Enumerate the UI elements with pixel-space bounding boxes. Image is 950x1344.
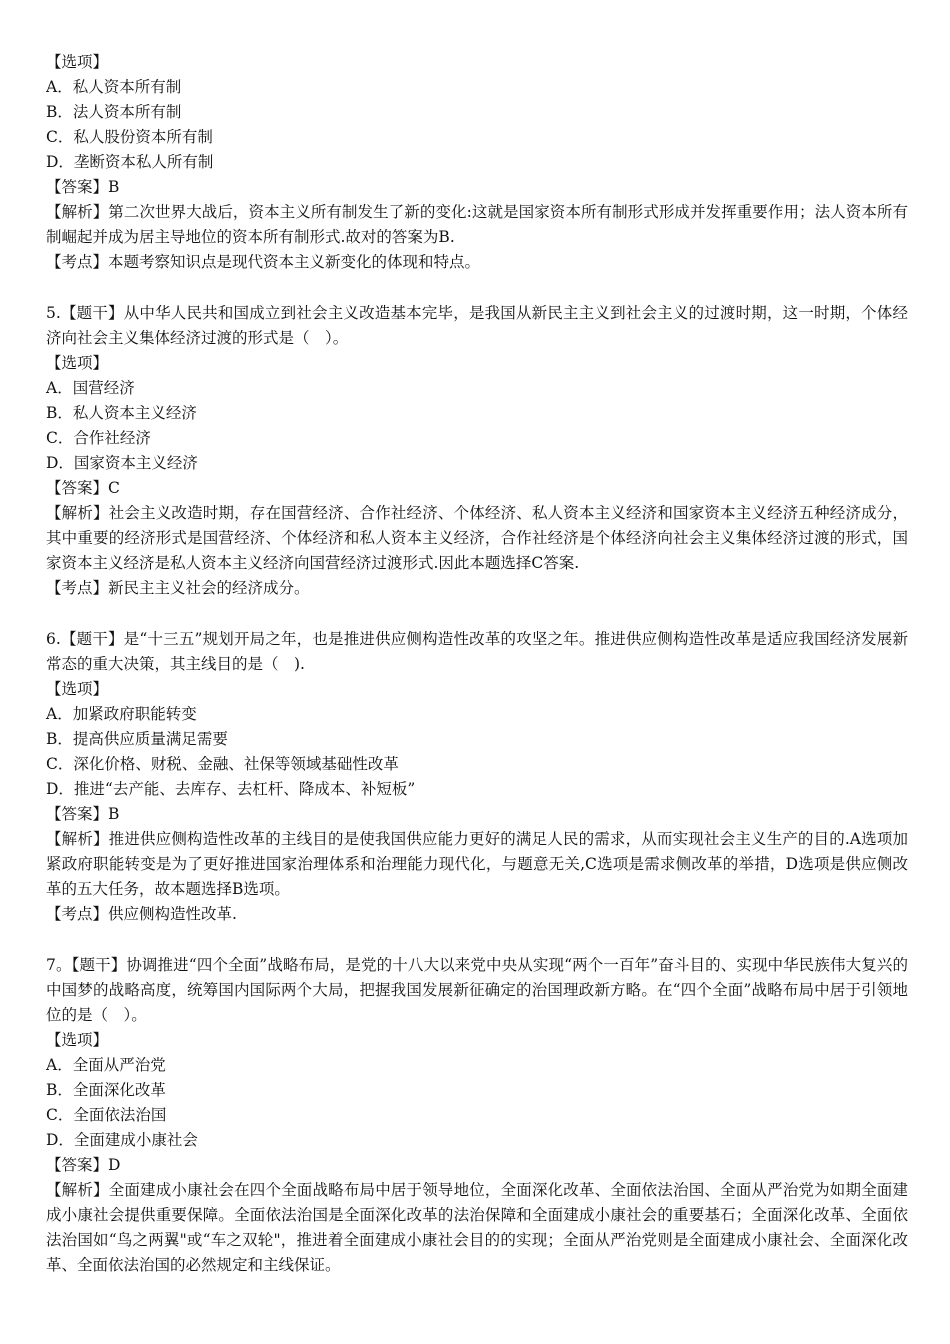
document-page	[46, 50, 908, 1278]
analysis: 【解析】全面建成小康社会在四个全面战略布局中居于领导地位，全面深化改革、全面依法治国、全面从严治党为如期全面建成小康社会提供重要保障。全面依法治国是全面深化改革的法治保障和全面建成小康社会的重要基石；全面深化改革、全面依法治国如“鸟之两翼"或“车之双轮"，推进着全面建成小康社会目的的实现；全面从严治党则是全面建成小康社会、全面深化改革、全面依法治国的必然规定和主线保证。	[46, 1181, 908, 1274]
question-7	[46, 953, 908, 1278]
options-tag: 【选项】	[46, 53, 109, 71]
question-6	[46, 627, 908, 927]
option-b: B．法人资本所有制	[46, 103, 182, 121]
answer: 【答案】B	[46, 178, 120, 196]
option-c: C．全面依法治国	[46, 1106, 167, 1124]
question-stem: 6.【题干】是“十三五”规划开局之年，也是推进供应侧构造性改革的攻坚之年。推进供应侧构造性改革是适应我国经济发展新常态的重大决策，其主线目的是（ ).	[46, 630, 908, 673]
question-stem: 7。【题干】协调推进“四个全面”战略布局，是党的十八大以来党中央从实现“两个一百年”奋斗目的、实现中华民族伟大复兴的中国梦的战略高度，统筹国内国际两个大局，把握我国发展新征确定的治国理政新方略。在“四个全面”战略布局中居于引领地位的是（ ）。	[46, 956, 908, 1024]
option-a: A．私人资本所有制	[46, 78, 182, 96]
options-tag: 【选项】	[46, 1031, 109, 1049]
option-c: C．私人股份资本所有制	[46, 128, 213, 146]
spacer	[46, 927, 908, 953]
option-b: B．全面深化改革	[46, 1081, 166, 1099]
option-d: D．全面建成小康社会	[46, 1131, 198, 1149]
test-point: 【考点】新民主主义社会的经济成分。	[46, 579, 310, 597]
analysis: 【解析】第二次世界大战后，资本主义所有制发生了新的变化:这就是国家资本所有制形式形成并发挥重要作用；法人资本所有制崛起并成为居主导地位的资本所有制形式.故对的答案为B.	[46, 203, 908, 246]
option-c: C．合作社经济	[46, 429, 151, 447]
options-tag: 【选项】	[46, 680, 109, 698]
spacer	[46, 275, 908, 301]
options-tag: 【选项】	[46, 354, 109, 372]
question-stem: 5.【题干】从中华人民共和国成立到社会主义改造基本完毕，是我国从新民主主义到社会主义的过渡时期，这一时期，个体经济向社会主义集体经济过渡的形式是（ ）。	[46, 304, 908, 347]
analysis: 【解析】推进供应侧构造性改革的主线目的是使我国供应能力更好的满足人民的需求，从而实现社会主义生产的目的.A选项加紧政府职能转变是为了更好推进国家治理体系和治理能力现代化，与题意无关,C选项是需求侧改革的举措，D选项是供应侧改革的五大任务，故本题选择B选项。	[46, 830, 908, 898]
option-a: A．国营经济	[46, 379, 135, 397]
option-d: D．垄断资本私人所有制	[46, 153, 214, 171]
question-4	[46, 50, 908, 275]
answer: 【答案】C	[46, 479, 120, 497]
option-d: D．国家资本主义经济	[46, 454, 198, 472]
option-d: D．推进“去产能、去库存、去杠杆、降成本、补短板”	[46, 780, 416, 798]
answer: 【答案】B	[46, 805, 120, 823]
option-c: C．深化价格、财税、金融、社保等领域基础性改革	[46, 755, 399, 773]
analysis: 【解析】社会主义改造时期，存在国营经济、合作社经济、个体经济、私人资本主义经济和国家资本主义经济五种经济成分，其中重要的经济形式是国营经济、个体经济和私人资本主义经济，合作社经济是个体经济向社会主义集体经济过渡的形式，国家资本主义经济是私人资本主义经济向国营经济过渡形式.因此本题选择C答案.	[46, 504, 908, 572]
test-point: 【考点】本题考察知识点是现代资本主义新变化的体现和特点。	[46, 253, 481, 271]
option-a: A．加紧政府职能转变	[46, 705, 197, 723]
question-5	[46, 301, 908, 601]
test-point: 【考点】供应侧构造性改革.	[46, 905, 237, 923]
option-a: A．全面从严治党	[46, 1056, 166, 1074]
answer: 【答案】D	[46, 1156, 121, 1174]
option-b: B．私人资本主义经济	[46, 404, 197, 422]
spacer	[46, 601, 908, 627]
option-b: B．提高供应质量满足需要	[46, 730, 228, 748]
